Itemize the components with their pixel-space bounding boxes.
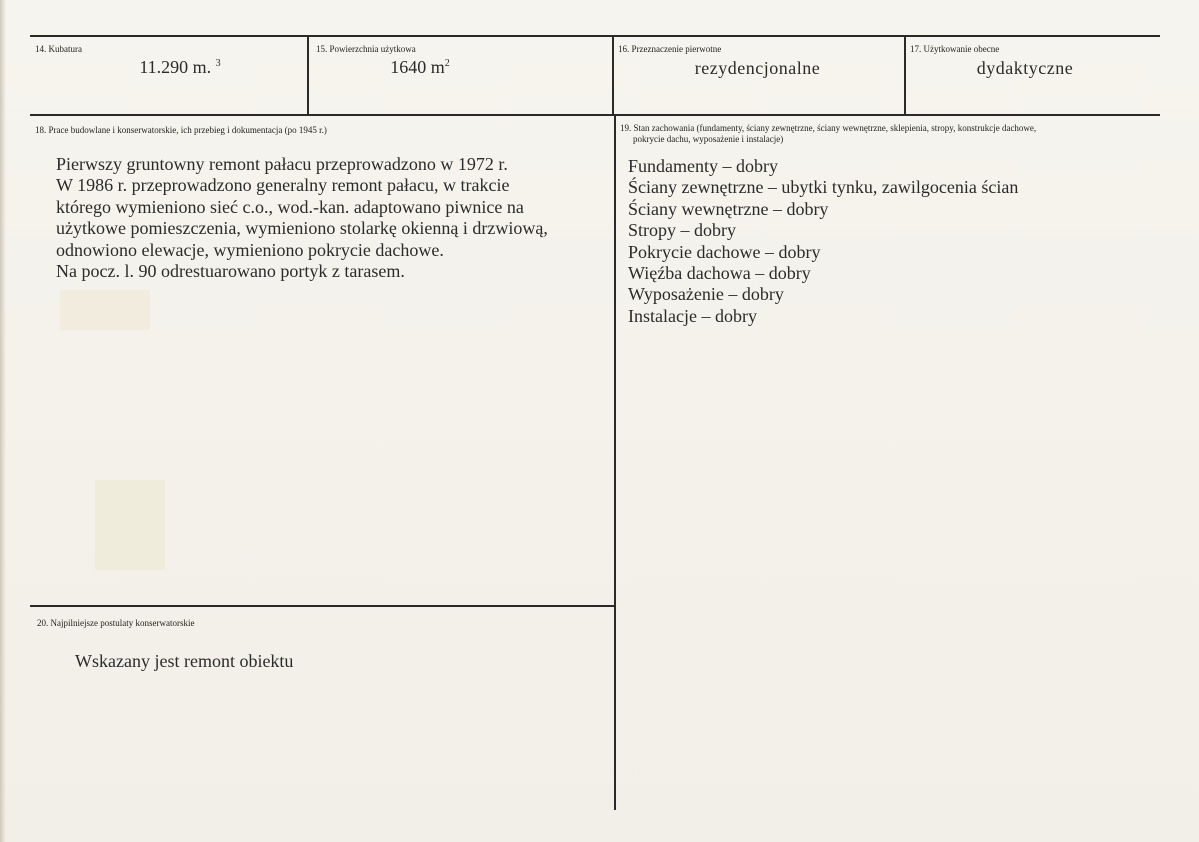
field-18-line: Na pocz. l. 90 odrestuarowano portyk z tarasem. [56, 261, 405, 282]
divider-14-15 [307, 36, 309, 115]
field-19-line: Fundamenty – dobry [628, 156, 778, 176]
divider-16-17 [904, 36, 906, 115]
field-16-value: rezydencjonalne [694, 58, 821, 78]
field-19-line: Stropy – dobry [628, 220, 736, 241]
field-15-label: 15. Powierzchnia użytkowa [316, 44, 416, 54]
row1-bottom-rule [30, 114, 1160, 116]
field-19-label-line1: 19. Stan zachowania (fundamenty, ściany zewnętrzne, ściany wewnętrzne, sklepienia, stropy, konstrukcje dachowe, [620, 123, 1037, 133]
scan-edge-shadow [0, 0, 6, 842]
field-18-line: W 1986 r. przeprowadzono generalny remont pałacu, w trakcie [56, 175, 510, 196]
field-17-label: 17. Użytkowanie obecne [910, 44, 1000, 54]
field-14-value: 11.290 m. $^3$ [139, 57, 221, 77]
field-19-line: Ściany zewnętrzne – ubytki tynku, zawilgocenia ścian [628, 177, 1019, 198]
divider-15-16 [612, 36, 614, 115]
field-19-line: Wyposażenie – dobry [628, 284, 784, 305]
field-20-label: 20. Najpilniejsze postulaty konserwatorskie [37, 618, 195, 628]
field-20-value: Wskazany jest remont obiektu [75, 651, 294, 671]
field-18-line: odnowiono elewacje, wymieniono pokrycie dachowe. [56, 239, 444, 260]
field-18-line: użytkowe pomieszczenia, wymieniono stolarkę okienną i drzwiową, [56, 218, 548, 239]
field-16-label: 16. Przeznaczenie pierwotne [618, 44, 722, 54]
field-18-line: Pierwszy gruntowny remont pałacu przeprowadzono w 1972 r. [56, 154, 508, 174]
paper-stain [60, 290, 150, 330]
field-17-value: dydaktyczne [976, 58, 1074, 78]
top-rule [30, 35, 1160, 37]
field-19-label-line2: pokrycie dachu, wyposażenie i instalacje) [633, 134, 784, 144]
paper-stain [95, 480, 165, 570]
field-18-text [56, 154, 548, 282]
field-19-line: Pokrycie dachowe – dobry [628, 241, 821, 262]
field-18-line: którego wymieniono sieć c.o., wod.-kan. adaptowano piwnice na [56, 196, 524, 217]
field-19-line: Instalacje – dobry [628, 305, 757, 326]
field-18-label: 18. Prace budowlane i konserwatorskie, ich przebieg i dokumentacja (po 1945 r.) [35, 125, 327, 135]
field-19-line: Więźba dachowa – dobry [628, 263, 811, 284]
divider-18-19 [614, 115, 616, 810]
field-19-text [628, 156, 1018, 327]
field-15-value: 1640 $m^2$ [390, 57, 450, 77]
row-18-20-rule [30, 605, 615, 607]
field-19-line: Ściany wewnętrzne – dobry [628, 198, 829, 219]
field-14-label: 14. Kubatura [35, 44, 82, 54]
